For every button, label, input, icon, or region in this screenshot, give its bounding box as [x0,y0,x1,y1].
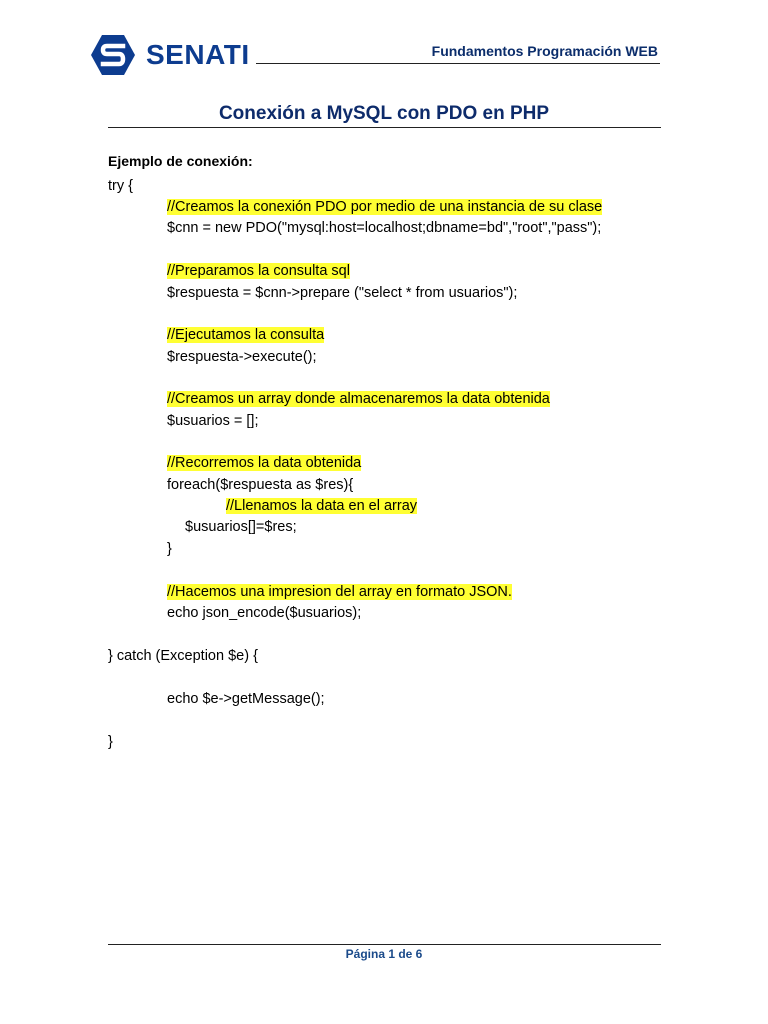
code-comment-line [167,390,550,409]
highlighted-comment: //Ejecutamos la consulta [167,327,325,343]
code-line [185,518,297,537]
code-text: try { [108,178,133,194]
code-comment-line [226,497,417,516]
code-line [167,540,172,559]
code-line [167,690,325,709]
code-line [167,604,361,623]
highlighted-comment: //Preparamos la consulta sql [167,263,350,279]
title-divider [108,127,661,128]
page-number: Página 1 de 6 [345,947,423,961]
highlighted-comment: //Creamos la conexión PDO por medio de una instancia de su clase [167,199,603,215]
code-line [108,647,258,666]
code-line [167,348,317,367]
code-text: echo json_encode($usuarios); [167,605,362,621]
code-line [167,412,258,431]
code-line [167,476,353,495]
course-title: Fundamentos Programación WEB [431,43,658,59]
code-text: $cnn = new PDO("mysql:host=localhost;dbname=bd","root","pass"); [167,220,602,236]
code-line [108,177,133,196]
code-comment-line [167,198,602,217]
code-text: } catch (Exception $e) { [108,648,258,664]
code-text: } [167,541,172,557]
code-text: $respuesta = $cnn->prepare ("select * from usuarios"); [167,285,518,301]
code-text: foreach($respuesta as $res){ [167,477,354,493]
code-comment-line [167,326,324,345]
footer-divider [108,944,661,945]
highlighted-comment: //Hacemos una impresion del array en formato JSON. [167,584,512,600]
highlighted-comment: //Llenamos la data en el array [226,498,418,514]
page-title: Conexión a MySQL con PDO en PHP [218,103,550,124]
brand-name: SENATI [146,39,250,70]
section-subheading: Ejemplo de conexión: [108,153,253,169]
code-comment-line [167,262,350,281]
code-line [167,219,601,238]
code-text: echo $e->getMessage(); [167,691,325,707]
code-comment-line [167,583,512,602]
code-line [167,284,517,303]
highlighted-comment: //Recorremos la data obtenida [167,455,362,471]
code-text: } [108,734,113,750]
highlighted-comment: //Creamos un array donde almacenaremos la data obtenida [167,391,550,407]
code-text: $respuesta->execute(); [167,349,317,365]
header-divider [256,63,660,64]
code-comment-line [167,454,361,473]
senati-logo-icon [90,34,136,76]
code-line [108,733,113,752]
code-text: $usuarios[]=$res; [185,519,297,535]
code-text: $usuarios = []; [167,413,259,429]
